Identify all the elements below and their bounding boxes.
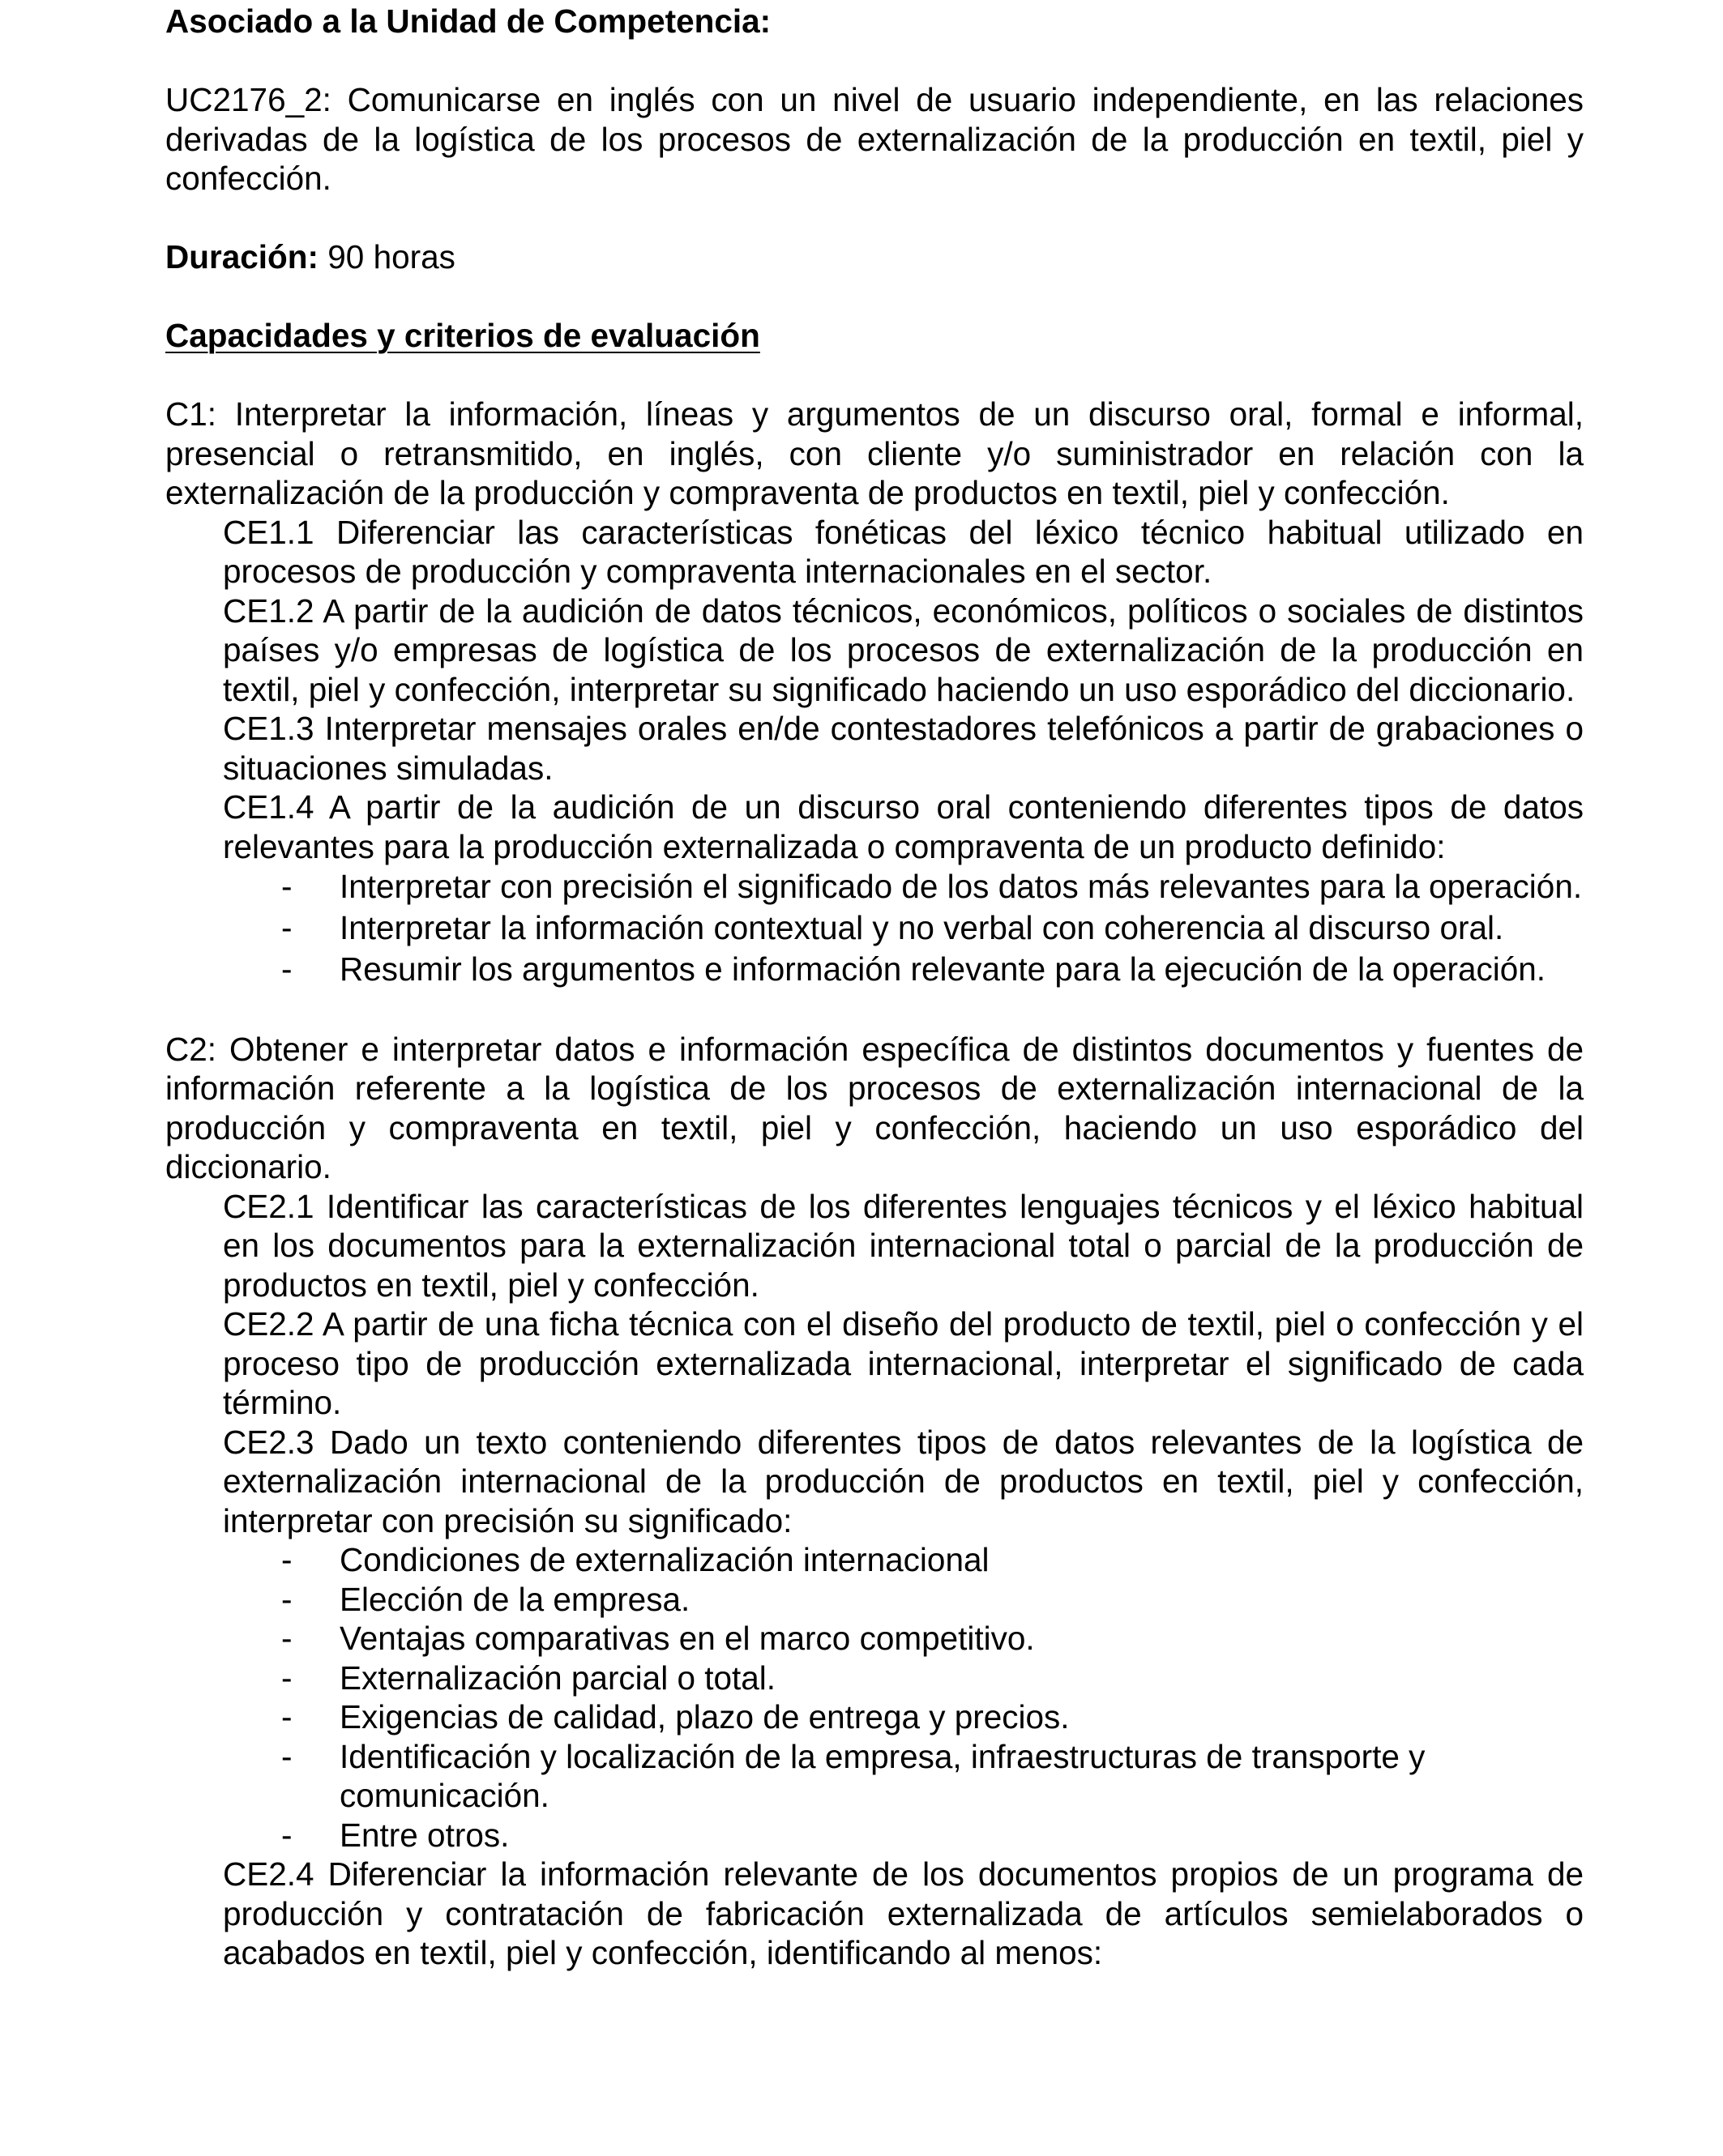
spacer [165,41,1584,81]
ce1-1: CE1.1 Diferenciar las características fonéticas del léxico técnico habitual utilizado en procesos de producción y compraventa internacionales en el sector. [223,513,1584,590]
ce2-2: CE2.2 A partir de una ficha técnica con el diseño del producto de textil, piel o confección y el proceso tipo de producción externalizada internacional, interpretar el significado de cada término. [223,1305,1584,1421]
list-item: - Resumir los argumentos e información relevante para la ejecución de la operación. [165,949,1584,990]
document-page [165,2,1584,1973]
duracion-label: Duración: [165,238,319,275]
ce1-4: CE1.4 A partir de la audición de un discurso oral conteniendo diferentes tipos de datos relevantes para la producción externalizada o compraventa de un producto definido: [223,788,1584,865]
unidad-text: UC2176_2: Comunicarse en inglés con un nivel de usuario independiente, en las relaciones derivadas de la logística de los procesos de externalización de la producción en textil, piel y confección. [165,81,1584,197]
spacer [165,277,1584,317]
list-item: - Exigencias de calidad, plazo de entrega y precios. [281,1698,1070,1735]
ce2-3: CE2.3 Dado un texto conteniendo diferentes tipos de datos relevantes de la logística de externalización internacional de la producción de productos en textil, piel y confección, interpretar con precisión su significado: [223,1423,1584,1539]
dash-bullet: - [281,1698,293,1735]
dash-bullet: - [281,1659,293,1697]
dash-bullet: - [281,1737,293,1775]
list-item: - Entre otros. [281,1816,510,1854]
dash-bullet: - [281,1541,293,1578]
list-item: - Elección de la empresa. [281,1580,690,1618]
list-item: - Identificación y localización de la empresa, infraestructuras de transporte y comunicación. [281,1737,1426,1814]
c1-text: C1: Interpretar la información, líneas y argumentos de un discurso oral, formal e informal, presencial o retransmitido, en inglés, con cliente y/o suministrador en relación con la externalización de la producción y compraventa de productos en textil, piel y confección. [165,395,1584,511]
duracion-value: 90 horas [319,238,455,275]
list-item: - Condiciones de externalización internacional [281,1541,990,1578]
duracion-line [165,237,1584,277]
list-item: - Interpretar la información contextual y no verbal con coherencia al discurso oral. [165,907,1584,949]
ce1-2: CE1.2 A partir de la audición de datos técnicos, económicos, políticos o sociales de distintos países y/o empresas de logística de los procesos de externalización de la producción en textil, piel y confección, interpretar su significado haciendo un uso esporádico del diccionario. [223,591,1584,708]
ce2-4: CE2.4 Diferenciar la información relevante de los documentos propios de un programa de producción y contratación de fabricación externalizada de artículos semielaborados o acabados en textil, piel y confección, identificando al menos: [223,1855,1584,1971]
spacer [165,356,1584,395]
list-item: - Externalización parcial o total. [281,1659,776,1697]
dash-bullet: - [281,909,293,946]
ce2-3-list [165,1540,1584,1855]
dash-bullet: - [281,1816,293,1854]
dash-bullet: - [281,1580,293,1618]
list-item: - Ventajas comparativas en el marco competitivo. [281,1620,1035,1657]
ce2-1: CE2.1 Identificar las características de los diferentes lenguajes técnicos y el léxico habitual en los documentos para la externalización internacional total o parcial de la producción de productos en textil, piel y confección. [223,1187,1584,1304]
dash-bullet: - [281,1620,293,1657]
spacer [165,990,1584,1030]
spacer [165,199,1584,238]
unidad-heading: Asociado a la Unidad de Competencia: [165,2,772,40]
dash-bullet: - [281,868,293,905]
c2-text: C2: Obtener e interpretar datos e información específica de distintos documentos y fuentes de información referente a la logística de los procesos de externalización internacional de la producción y compraventa en textil, piel y confección, haciendo un uso esporádico del diccionario. [165,1030,1584,1185]
ce1-4-list [165,866,1584,990]
ce1-3: CE1.3 Interpretar mensajes orales en/de contestadores telefónicos a partir de grabaciones o situaciones simuladas. [223,710,1584,787]
dash-bullet: - [281,950,293,988]
list-item: - Interpretar con precisión el significado de los datos más relevantes para la operación. [165,866,1584,907]
capacidades-heading: Capacidades y criterios de evaluación [165,317,760,354]
